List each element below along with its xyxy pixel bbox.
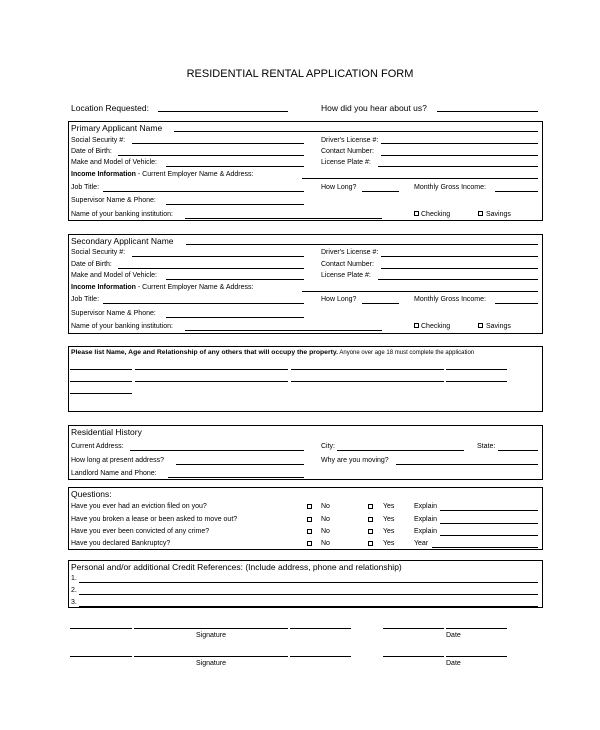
secondary-checking-checkbox[interactable] <box>414 323 419 328</box>
explain-label: Explain <box>414 503 437 510</box>
secondary-vehicle-label: Make and Model of Vehicle: <box>71 272 157 279</box>
occupant-field[interactable] <box>291 381 444 382</box>
no-label: No <box>321 503 330 510</box>
no-checkbox[interactable] <box>307 541 312 546</box>
signature-line[interactable] <box>134 656 288 657</box>
primary-supervisor-label: Supervisor Name & Phone: <box>71 197 156 204</box>
signature-caption: Signature <box>196 632 226 639</box>
secondary-applicant-heading: Secondary Applicant Name <box>71 236 174 246</box>
primary-savings-checkbox[interactable] <box>478 211 483 216</box>
secondary-dl-field[interactable] <box>381 256 538 257</box>
signature-line[interactable] <box>290 656 351 657</box>
primary-income-label: Income Information - Current Employer Name & Address: <box>71 171 254 178</box>
year-label: Year <box>414 540 429 547</box>
secondary-monthly-label: Monthly Gross Income: <box>414 296 486 303</box>
date-caption: Date <box>446 632 461 639</box>
no-checkbox[interactable] <box>307 529 312 534</box>
primary-bank-field[interactable] <box>185 218 382 219</box>
occupant-field[interactable] <box>70 393 132 394</box>
location-requested-label: Location Requested: <box>71 103 149 113</box>
secondary-dob-field[interactable] <box>118 268 304 269</box>
why-moving-label: Why are you moving? <box>321 457 389 464</box>
yes-label: Yes <box>383 540 395 547</box>
hear-about-us-field[interactable] <box>437 111 538 112</box>
occupant-field[interactable] <box>446 369 507 370</box>
primary-employer-field[interactable] <box>302 178 538 179</box>
city-label: City: <box>321 443 335 450</box>
secondary-savings-label: Savings <box>486 323 511 330</box>
secondary-job-label: Job Title: <box>71 296 100 303</box>
occupant-field[interactable] <box>70 381 132 382</box>
reference-field[interactable] <box>79 606 538 607</box>
primary-ssn-label: Social Security #: <box>71 137 126 144</box>
no-label: No <box>321 528 330 535</box>
primary-job-label: Job Title: <box>71 184 100 191</box>
secondary-vehicle-field[interactable] <box>166 279 304 280</box>
primary-monthly-label: Monthly Gross Income: <box>414 184 486 191</box>
primary-ssn-field[interactable] <box>132 143 304 144</box>
no-label: No <box>321 516 330 523</box>
question-text: Have you declared Bankruptcy? <box>71 540 171 547</box>
reference-field[interactable] <box>79 594 538 595</box>
signature-line[interactable] <box>70 656 132 657</box>
occupant-field[interactable] <box>135 381 288 382</box>
primary-contact-label: Contact Number: <box>321 148 374 155</box>
current-address-field[interactable] <box>130 450 304 451</box>
no-label: No <box>321 540 330 547</box>
signature-line[interactable] <box>290 628 351 629</box>
primary-plate-field[interactable] <box>378 166 538 167</box>
signature-caption: Signature <box>196 660 226 667</box>
primary-savings-label: Savings <box>486 211 511 218</box>
question-text: Have you broken a lease or been asked to move out? <box>71 516 238 523</box>
reference-number: 1. <box>71 575 77 582</box>
yes-label: Yes <box>383 503 395 510</box>
primary-bank-label: Name of your banking institution: <box>71 211 173 218</box>
primary-supervisor-field[interactable] <box>166 204 304 205</box>
secondary-dl-label: Driver's License #: <box>321 249 379 256</box>
secondary-checking-label: Checking <box>421 323 451 330</box>
yes-checkbox[interactable] <box>368 517 373 522</box>
occupants-heading: Please list Name, Age and Relationship of any others that will occupy the property. Anyone over age 18 must complete the application <box>71 349 475 356</box>
primary-checking-label: Checking <box>421 211 451 218</box>
yes-label: Yes <box>383 528 395 535</box>
signature-line[interactable] <box>70 628 132 629</box>
secondary-contact-label: Contact Number: <box>321 261 374 268</box>
reference-number: 2. <box>71 587 77 594</box>
explain-field[interactable] <box>440 510 538 511</box>
primary-howlong-field[interactable] <box>362 191 399 192</box>
primary-job-field[interactable] <box>103 191 304 192</box>
secondary-howlong-label: How Long? <box>321 296 357 303</box>
explain-field[interactable] <box>440 535 538 536</box>
primary-howlong-label: How Long? <box>321 184 357 191</box>
signature-line[interactable] <box>134 628 288 629</box>
secondary-savings-checkbox[interactable] <box>478 323 483 328</box>
secondary-plate-field[interactable] <box>378 279 538 280</box>
no-checkbox[interactable] <box>307 504 312 509</box>
secondary-income-label: Income Information - Current Employer Name & Address: <box>71 284 254 291</box>
secondary-supervisor-label: Supervisor Name & Phone: <box>71 310 156 317</box>
primary-checking-checkbox[interactable] <box>414 211 419 216</box>
primary-applicant-heading: Primary Applicant Name <box>71 123 163 133</box>
occupant-field[interactable] <box>291 369 444 370</box>
reference-field[interactable] <box>79 582 538 583</box>
yes-checkbox[interactable] <box>368 541 373 546</box>
secondary-supervisor-field[interactable] <box>166 317 304 318</box>
primary-vehicle-label: Make and Model of Vehicle: <box>71 159 157 166</box>
references-heading: Personal and/or additional Credit References: (Include address, phone and relationship) <box>71 562 402 572</box>
yes-label: Yes <box>383 516 395 523</box>
primary-name-field[interactable] <box>174 131 538 132</box>
date-line[interactable] <box>383 656 444 657</box>
state-field[interactable] <box>498 450 538 451</box>
secondary-monthly-field[interactable] <box>495 303 538 304</box>
date-line[interactable] <box>446 628 507 629</box>
current-address-label: Current Address: <box>71 443 124 450</box>
secondary-job-field[interactable] <box>103 303 304 304</box>
question-text: Have you ever had an eviction filed on you? <box>71 503 207 510</box>
location-requested-field[interactable] <box>158 111 288 112</box>
primary-vehicle-field[interactable] <box>166 166 304 167</box>
primary-dob-field[interactable] <box>118 155 304 156</box>
secondary-bank-label: Name of your banking institution: <box>71 323 173 330</box>
secondary-ssn-field[interactable] <box>132 256 304 257</box>
explain-label: Explain <box>414 516 437 523</box>
secondary-name-field[interactable] <box>186 244 538 245</box>
secondary-dob-label: Date of Birth: <box>71 261 112 268</box>
explain-field[interactable] <box>440 523 538 524</box>
state-label: State: <box>477 443 496 450</box>
city-field[interactable] <box>337 450 464 451</box>
primary-plate-label: License Plate #: <box>321 159 371 166</box>
questions-heading: Questions: <box>71 489 112 499</box>
primary-dl-field[interactable] <box>381 143 538 144</box>
secondary-bank-field[interactable] <box>185 330 382 331</box>
date-line[interactable] <box>446 656 507 657</box>
occupant-field[interactable] <box>70 369 132 370</box>
primary-dl-label: Driver's License #: <box>321 137 379 144</box>
occupant-field[interactable] <box>446 381 507 382</box>
yes-checkbox[interactable] <box>368 504 373 509</box>
date-line[interactable] <box>383 628 444 629</box>
landlord-field[interactable] <box>168 477 304 478</box>
why-moving-field[interactable] <box>396 464 538 465</box>
occupant-field[interactable] <box>135 369 288 370</box>
date-caption: Date <box>446 660 461 667</box>
page-title: RESIDENTIAL RENTAL APPLICATION FORM <box>186 68 414 80</box>
no-checkbox[interactable] <box>307 517 312 522</box>
year-field[interactable] <box>432 547 538 548</box>
yes-checkbox[interactable] <box>368 529 373 534</box>
how-long-address-field[interactable] <box>176 464 304 465</box>
primary-contact-field[interactable] <box>381 155 538 156</box>
landlord-label: Landlord Name and Phone: <box>71 470 157 477</box>
hear-about-us-label: How did you hear about us? <box>321 103 427 113</box>
secondary-howlong-field[interactable] <box>362 303 399 304</box>
how-long-address-label: How long at present address? <box>71 457 164 464</box>
reference-number: 3. <box>71 599 77 606</box>
residential-history-heading: Residential History <box>71 427 142 437</box>
secondary-employer-field[interactable] <box>302 291 538 292</box>
secondary-plate-label: License Plate #: <box>321 272 371 279</box>
question-text: Have you ever been convicted of any crime? <box>71 528 210 535</box>
secondary-ssn-label: Social Security #: <box>71 249 126 256</box>
secondary-contact-field[interactable] <box>381 268 538 269</box>
primary-monthly-field[interactable] <box>495 191 538 192</box>
primary-dob-label: Date of Birth: <box>71 148 112 155</box>
explain-label: Explain <box>414 528 437 535</box>
